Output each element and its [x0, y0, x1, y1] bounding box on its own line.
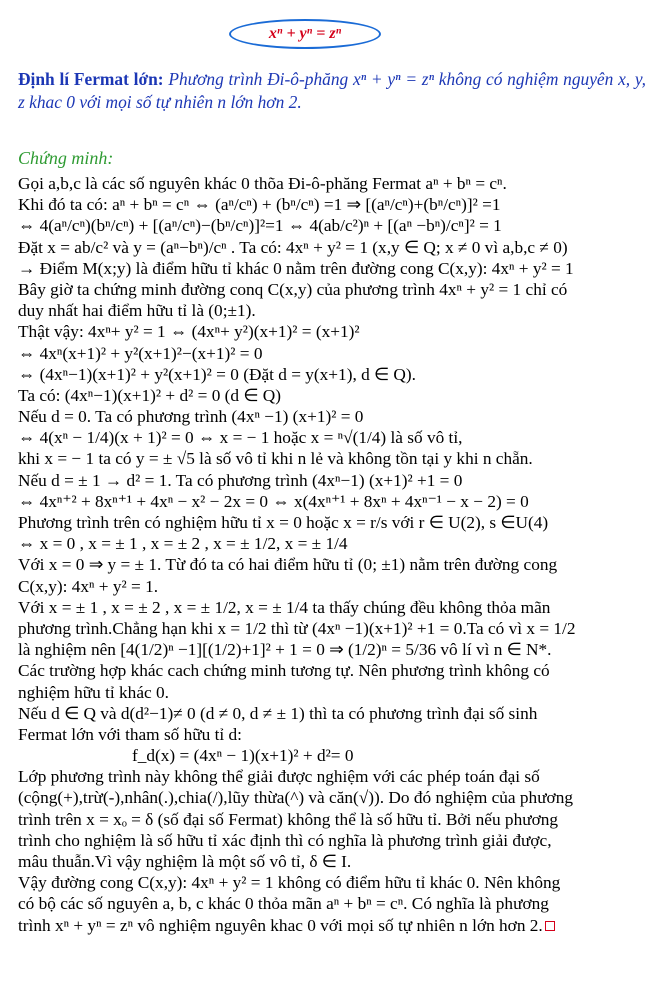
proof-line: Fermat lớn với tham số hữu tỉ d:	[18, 724, 242, 744]
proof-body	[18, 173, 646, 936]
proof-line: Vậy đường cong C(x,y): 4xⁿ + y² = 1 không có điểm hữu tỉ khác 0. Nên không	[18, 873, 561, 893]
proof-line: trình trên x = xₒ = δ (số đại số Fermat) không thể là số hữu tỉ. Bởi nếu phương	[18, 809, 558, 829]
proof-line: Nếu d = 0. Ta có phương trình (4xⁿ −1) (x+1)² = 0	[18, 407, 364, 427]
theorem-text: Phương trình Đi-ô-phăng xⁿ + yⁿ = zⁿ không có nghiệm nguyên x, y, z khac 0 với mọi số tự nhiên n lớn hơn 2.	[18, 69, 646, 112]
proof-line: nghiệm hữu tỉ khác 0.	[18, 682, 169, 702]
proof-line: ⇔ 4(xⁿ − 1/4)(x + 1)² = 0 ⇔ x = − 1 hoặc x = ⁿ√(1/4) là số vô tỉ,	[18, 428, 463, 448]
proof-line: khi x = − 1 ta có y = ± √5 là số vô tỉ khi n lẻ và không tồn tại y khi n chẵn.	[18, 449, 533, 469]
proof-line: có bộ các số nguyên a, b, c khác 0 thỏa mãn aⁿ + bⁿ = cⁿ. Có nghĩa là phương	[18, 894, 549, 914]
proof-line: Nếu d = ± 1 → d² = 1. Ta có phương trình (4xⁿ−1) (x+1)² +1 = 0	[18, 470, 463, 490]
proof-line: Bây giờ ta chứng minh đường conq C(x,y) của phương trình 4xⁿ + y² = 1 chỉ có	[18, 279, 568, 299]
proof-line: duy nhất hai điểm hữu tỉ là (0;±1).	[18, 301, 256, 321]
proof-line: ⇔ (4xⁿ−1)(x+1)² + y²(x+1)² = 0 (Đặt d = y(x+1), d ∈ Q).	[18, 364, 416, 384]
title-formula: xⁿ + yⁿ = zⁿ	[268, 25, 342, 42]
proof-line: C(x,y): 4xⁿ + y² = 1.	[18, 576, 159, 596]
proof-line: ⇔ x = 0 , x = ± 1 , x = ± 2 , x = ± 1/2, x = ± 1/4	[18, 534, 348, 554]
proof-line: (cộng(+),trừ(-),nhân(.),chia(/),lũy thừa(^) và căn(√)). Do đó nghiệm của phương	[18, 788, 573, 808]
proof-line: → Điểm M(x;y) là điểm hữu tỉ khác 0 nằm trên đường cong C(x,y): 4xⁿ + y² = 1	[18, 258, 574, 278]
proof-line: Với x = ± 1 , x = ± 2 , x = ± 1/2, x = ± 1/4 ta thấy chúng đều không thỏa mãn	[18, 597, 551, 617]
theorem-label: Định lí Fermat lớn:	[18, 69, 164, 89]
proof-line: Nếu d ∈ Q và d(d²−1)≠ 0 (d ≠ 0, d ≠ ± 1) thì ta có phương trình đại số sinh	[18, 703, 538, 723]
proof-line: Phương trình trên có nghiệm hữu tỉ x = 0 hoặc x = r/s với r ∈ U(2), s ∈U(4)	[18, 513, 549, 532]
proof-line: Lớp phương trình này không thể giải được nghiệm với các phép toán đại số	[18, 767, 540, 787]
proof-line: ⇔ 4xⁿ⁺² + 8xⁿ⁺¹ + 4xⁿ − x² − 2x = 0 ⇔ x(4xⁿ⁺¹ + 8xⁿ + 4xⁿ⁻¹ − x − 2) = 0	[18, 491, 529, 511]
proof-line: phương trình.Chẳng hạn khi x = 1/2 thì từ (4xⁿ −1)(x+1)² +1 = 0.Ta có vì x = 1/2	[18, 618, 576, 638]
proof-line: Với x = 0 ⇒ y = ± 1. Từ đó ta có hai điểm hữu tỉ (0; ±1) nằm trên đường cong	[18, 555, 558, 575]
proof-line: Gọi a,b,c là các số nguyên khác 0 thõa Đi-ô-phăng Fermat aⁿ + bⁿ = cⁿ.	[18, 174, 507, 193]
proof-line: Ta có: (4xⁿ−1)(x+1)² + d² = 0 (d ∈ Q)	[18, 385, 281, 405]
theorem-statement	[18, 68, 646, 114]
proof-line: Thật vậy: 4xⁿ+ y² = 1 ⇔ (4xⁿ+ y²)(x+1)² = (x+1)²	[18, 322, 360, 342]
proof-line-last	[18, 915, 646, 936]
proof-line: Đặt x = ab/c² và y = (aⁿ−bⁿ)/cⁿ . Ta có: 4xⁿ + y² = 1 (x,y ∈ Q; x ≠ 0 vì a,b,c ≠ 0)	[18, 237, 568, 257]
title-formula-oval	[229, 19, 381, 49]
proof-line: trình cho nghiệm là số hữu tỉ xác định thì có nghĩa là phương trình giải được,	[18, 830, 552, 850]
proof-line: ⇔ 4xⁿ(x+1)² + y²(x+1)²−(x+1)² = 0	[18, 343, 263, 363]
proof-line-text: trình xⁿ + yⁿ = zⁿ vô nghiệm nguyên khac 0 với mọi số tự nhiên n lớn hơn 2.	[18, 915, 543, 935]
proof-heading: Chứng minh:	[18, 148, 114, 168]
qed-square-icon	[545, 921, 555, 931]
proof-line: là nghiệm nên [4(1/2)ⁿ −1][(1/2)+1]² + 1 = 0 ⇒ (1/2)ⁿ = 5/36 vô lí vì n ∈ N*.	[18, 640, 552, 660]
proof-line: mâu thuẫn.Vì vậy nghiệm là một số vô tỉ, δ ∈ I.	[18, 852, 352, 871]
proof-line-centered-equation: f_d(x) = (4xⁿ − 1)(x+1)² + d²= 0	[132, 746, 354, 766]
proof-line: Các trường hợp khác cach chứng minh tương tự. Nên phương trình không có	[18, 661, 550, 681]
proof-line: Khi đó ta có: aⁿ + bⁿ = cⁿ ⇔ (aⁿ/cⁿ) + (bⁿ/cⁿ) =1 ⇒ [(aⁿ/cⁿ)+(bⁿ/cⁿ)]² =1	[18, 195, 501, 215]
proof-line: ⇔ 4(aⁿ/cⁿ)(bⁿ/cⁿ) + [(aⁿ/cⁿ)−(bⁿ/cⁿ)]²=1 ⇔ 4(ab/c²)ⁿ + [(aⁿ −bⁿ)/cⁿ]² = 1	[18, 216, 502, 236]
